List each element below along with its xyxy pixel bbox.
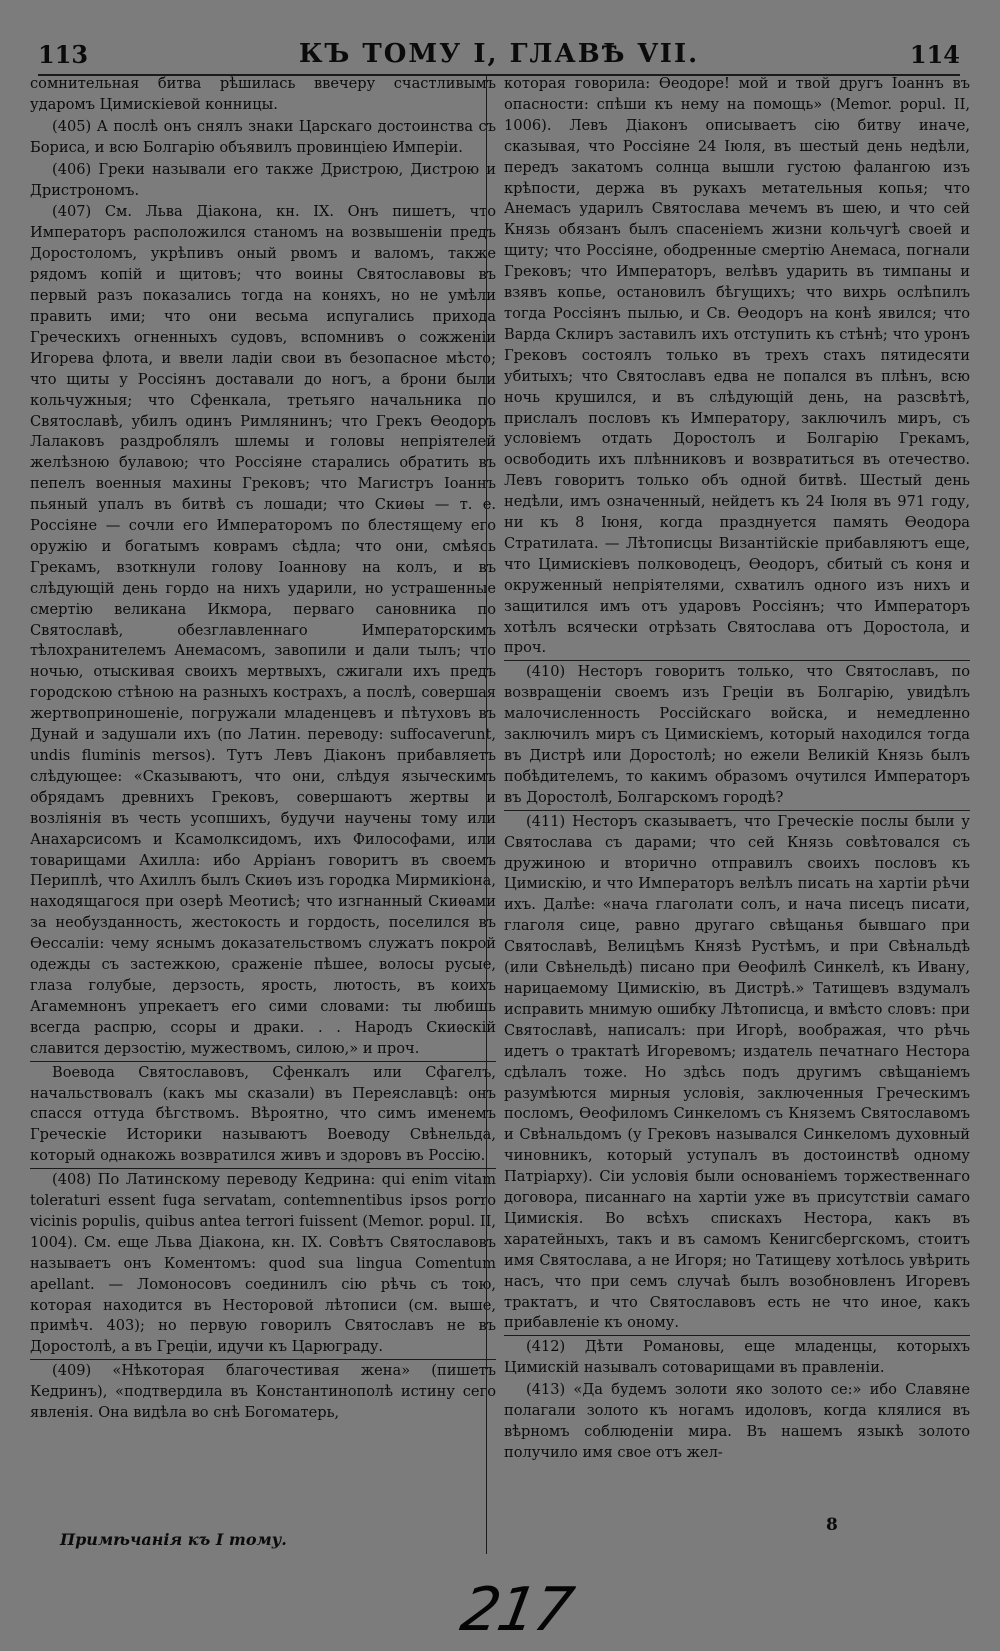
note-409: (409) «Нѣкоторая благочестивая жена» (пишетъ Кедринъ), «подтвердила въ Константинополѣ истину сего явленія. Она видѣла во снѣ Богоматерь, <box>30 1362 496 1422</box>
separator <box>504 1335 970 1336</box>
left-page-number: 113 <box>38 39 89 69</box>
separator <box>30 1359 496 1360</box>
separator <box>30 1061 496 1062</box>
paragraph-voevoda: Воевода Святославовъ, Сфенкалъ или Сфагелъ, начальствовалъ (какъ мы сказали) въ Переяславцѣ: онъ спасся оттуда бѣгствомъ. Вѣроятно, что симъ именемъ Греческіе Историки называютъ Воеводу Свѣнельда, который однакожь возвратился живъ и здоровъ въ Россію. <box>30 1063 496 1165</box>
note-405: (405) А послѣ онъ снялъ знаки Царскаго достоинства съ Бориса, и всю Болгарію объявилъ провинціею Имперіи. <box>30 117 496 156</box>
page-header <box>38 34 960 76</box>
note-407: (407) См. Льва Діакона, кн. IX. Онъ пишетъ, что Императоръ расположился станомъ на возвышеніи предъ Доростоломъ, укрѣпивъ оный рвомъ и валомъ, также рядомъ копій и щитовъ; что воины Святославовы въ первый разъ показались тогда на коняхъ, но не умѣли править ими; что они весьма испугались прихода Греческихъ огненныхъ судовъ, вспомнивъ о сожженіи Игорева флота, и ввели ладіи свои въ безопасное мѣсто; что щиты у Россіянъ доставали до ногъ, а брони были кольчужныя; что Сфенкала, третьяго начальника по Святославѣ, убилъ одинъ Римлянинъ; что Грекъ Ѳеодоръ Лалаковъ раздроблялъ шлемы и головы непріятелей желѣзною булавою; что Россіяне старались обратить въ пепелъ военныя махины Грековъ; что Магистръ Іоаннъ пьяный упалъ въ битвѣ съ лошади; что Скиѳы — т. е. Россіяне — сочли его Императоромъ по блестящему его оружію и богатымъ коврамъ сѣдла; что они, смѣясь Грекамъ, взоткнули голову Іоаннову на колъ, и въ слѣдующій день гордо на нихъ ударили, но устрашенные смертію великана Икмора, перваго сановника по Святославѣ, обезглавленнаго Императорскимъ тѣлохранителемъ Анемасомъ, завопили и дали тылъ; что ночью, отыскивая своихъ мертвыхъ, сжигали ихъ предъ городскою стѣною на разныхъ кострахъ, а послѣ, совершая жертвоприношеніе, погружали младенцевъ и пѣтуховъ въ Дунай и задушали ихъ (по Латин. переводу: suffocaverunt, undis fluminis mersos). Тутъ Левъ Діаконъ прибавляетъ слѣдующее: «Сказываютъ, что они, слѣдуя языческимъ обрядамъ древнихъ Грековъ, совершаютъ жертвы и возліянія въ честь усопшихъ, будучи научены тому или Анахарсисомъ и Ксамолксидомъ, ихъ Философами, или товарищами Ахилла: ибо Арріанъ говоритъ въ своемъ Периплѣ, что Ахиллъ былъ Скиѳъ изъ городка Мирмикіона, находящагося при озерѣ Меотисѣ; что изгнанный Скиѳами за необузданность, жестокость и гордость, поселился въ Ѳессаліи: чему яснымъ доказательствомъ служатъ покрой одежды съ застежкою, сраженіе пѣшее, волосы русые, глаза голубые, дерзость, ярость, лютость, въ коихъ Агамемнонъ упрекаетъ его сими словами: ты любишь всегда распрю, ссоры и драки. . . Народъ Скиѳскій славится дерзостію, мужествомъ, силою,» и проч. <box>30 203 496 1057</box>
note-412: (412) Дѣти Романовы, еще младенцы, которыхъ Цимискій называлъ сотоварищами въ правленіи. <box>504 1338 970 1377</box>
right-column <box>504 74 970 1574</box>
note-411: (411) Несторъ сказываетъ, что Греческіе послы были у Святослава съ дарами; что сей Князь совѣтовался съ дружиною и вторично отправилъ своихъ пословъ къ Цимискію, и что Императоръ велѣлъ писать на хартіи рѣчи ихъ. Далѣе: «нача глаголати солъ, и нача писецъ писати, глаголя сице, равно другаго свѣщанья бывшаго при Святославѣ, Велицѣмъ Князѣ Рустѣмъ, и при Свѣнальдѣ (или Свѣнельдѣ) писано при Ѳеофилѣ Синкелѣ, къ Ивану, нарицаемому Цимискію, въ Дистрѣ.» Татищевъ вздумалъ исправить мнимую ошибку Лѣтописца, и вмѣсто словъ: при Святославѣ, написалъ: при Игорѣ, воображая, что рѣчь идетъ о трактатѣ Игоревомъ; издатель печатнаго Нестора сдѣлалъ тоже. Но здѣсь подъ другимъ свѣщаніемъ разумѣются мирныя условія, заключенныя Греческимъ посломъ, Ѳеофиломъ Синкеломъ съ Княземъ Святославомъ и Свѣнальдомъ (у Грековъ назывался Синкеломъ духовный чиновникъ, который уступалъ въ достоинствѣ одному Патріарху). Сіи условія были основаніемъ торжественнаго договора, писаннаго на хартіи уже въ присутствіи самаго Цимискія. Во всѣхъ спискахъ Нестора, какъ въ харатейныхъ, такъ и въ самомъ Кенигсбергскомъ, стоитъ имя Святослава, а не Игоря; но Татищеву хотѣлось увѣрить насъ, что при семъ случаѣ былъ возобновленъ Игоревъ трактатъ, и что Святославовъ есть не что иное, какъ прибавленіе къ оному. <box>504 812 970 1332</box>
note-410: (410) Несторъ говоритъ только, что Святославъ, по возвращеніи своемъ изъ Греціи въ Болгарію, увидѣлъ малочисленность Россійскаго войска, и немедленно заключилъ миръ съ Цимискіемъ, который находился тогда въ Дистрѣ или Доростолѣ; но ежели Великій Князь былъ побѣдителемъ, то какимъ образомъ очутился Императоръ въ Доростолѣ, Болгарскомъ городѣ? <box>504 663 970 806</box>
running-title: КЪ ТОМУ I, ГЛАВѢ VII. <box>298 39 700 69</box>
signature-mark: 8 <box>826 1515 838 1535</box>
handwritten-page-number: 217 <box>455 1575 577 1645</box>
right-page-number: 114 <box>909 39 960 69</box>
footer-note: Примѣчанія къ I тому. <box>60 1530 287 1549</box>
note-408: (408) По Латинскому переводу Кедрина: qui enim vitam toleraturi essent fuga servatam, contemnentibus ipsos porro vicinis populis, quibus antea terrori fuissent (Memor. popul. II, 1004). См. еще Льва Діакона, кн. IX. Совѣтъ Святославовъ называетъ онъ Коментомъ: quod sua lingua Comentum apellant. — Ломоносовъ соединилъ сію рѣчь съ тою, которая находится въ Несторовой лѣтописи (см. выше, примѣч. 403); но первую говорилъ Святославъ не въ Доростолѣ, а въ Греціи, идучи къ Царюграду. <box>30 1171 496 1356</box>
left-column <box>30 74 496 1574</box>
separator <box>504 810 970 811</box>
separator <box>504 660 970 661</box>
separator <box>30 1168 496 1169</box>
paragraph: сомнительная битва рѣшилась ввечеру счастливымъ ударомъ Цимискіевой конницы. <box>30 75 496 113</box>
paragraph-continued: которая говорила: Ѳеодоре! мой и твой другъ Іоаннъ въ опасности: спѣши къ нему на помощь» (Memor. popul. II, 1006). Левъ Діаконъ описываетъ сію битву иначе, сказывая, что Россіяне 24 Іюля, въ шестый день недѣли, передъ закатомъ солнца вышли густою фалангою изъ крѣпости, держа въ рукахъ метательныя копья; что Анемасъ ударилъ Святослава мечемъ въ шею, и что сей Князь обязанъ былъ спасеніемъ жизни кольчугѣ своей и щиту; что Россіяне, ободренные смертію Анемаса, погнали Грековъ; что Императоръ, велѣвъ ударить въ тимпаны и взявъ копье, остановилъ бѣгущихъ; что вихрь ослѣпилъ тогда Россіянъ пылью, и Св. Ѳеодоръ на конѣ явился; что Варда Склиръ заставилъ ихъ отступить къ стѣнѣ; что уронъ Грековъ состоялъ только въ трехъ стахъ пятидесяти убитыхъ; что Святославъ едва не попался въ плѣнъ, всю ночь крушился, и въ слѣдующій день, на разсвѣтѣ, прислалъ пословъ къ Императору, заключилъ миръ, съ условіемъ отдать Доростолъ и Болгарію Грекамъ, освободить ихъ плѣнниковъ и возвратиться въ отечество. Левъ говоритъ только объ одной битвѣ. Шестый день недѣли, имъ означенный, нейдетъ къ 24 Іюля въ 971 году, ни къ 8 Іюня, когда празднуется память Ѳеодора Стратилата. — Лѣтописцы Византійскіе прибавляютъ еще, что Цимискіевъ полководецъ, Ѳеодоръ, сбитый съ коня и окруженный непріятелями, схватилъ одного изъ нихъ и защитился имъ отъ ударовъ Россіянъ; что Императоръ хотѣлъ всячески отрѣзать Святослава отъ Доростола, и проч. <box>504 75 970 657</box>
note-413: (413) «Да будемъ золоти яко золото се:» ибо Славяне полагали золото къ ногамъ идоловъ, когда клялися въ вѣрномъ соблюденіи мира. Въ нашемъ языкѣ золото получило имя свое отъ жел- <box>504 1381 970 1461</box>
note-406: (406) Греки называли его также Дристрою, Дистрою и Дристрономъ. <box>30 160 496 199</box>
column-divider <box>486 74 487 1554</box>
